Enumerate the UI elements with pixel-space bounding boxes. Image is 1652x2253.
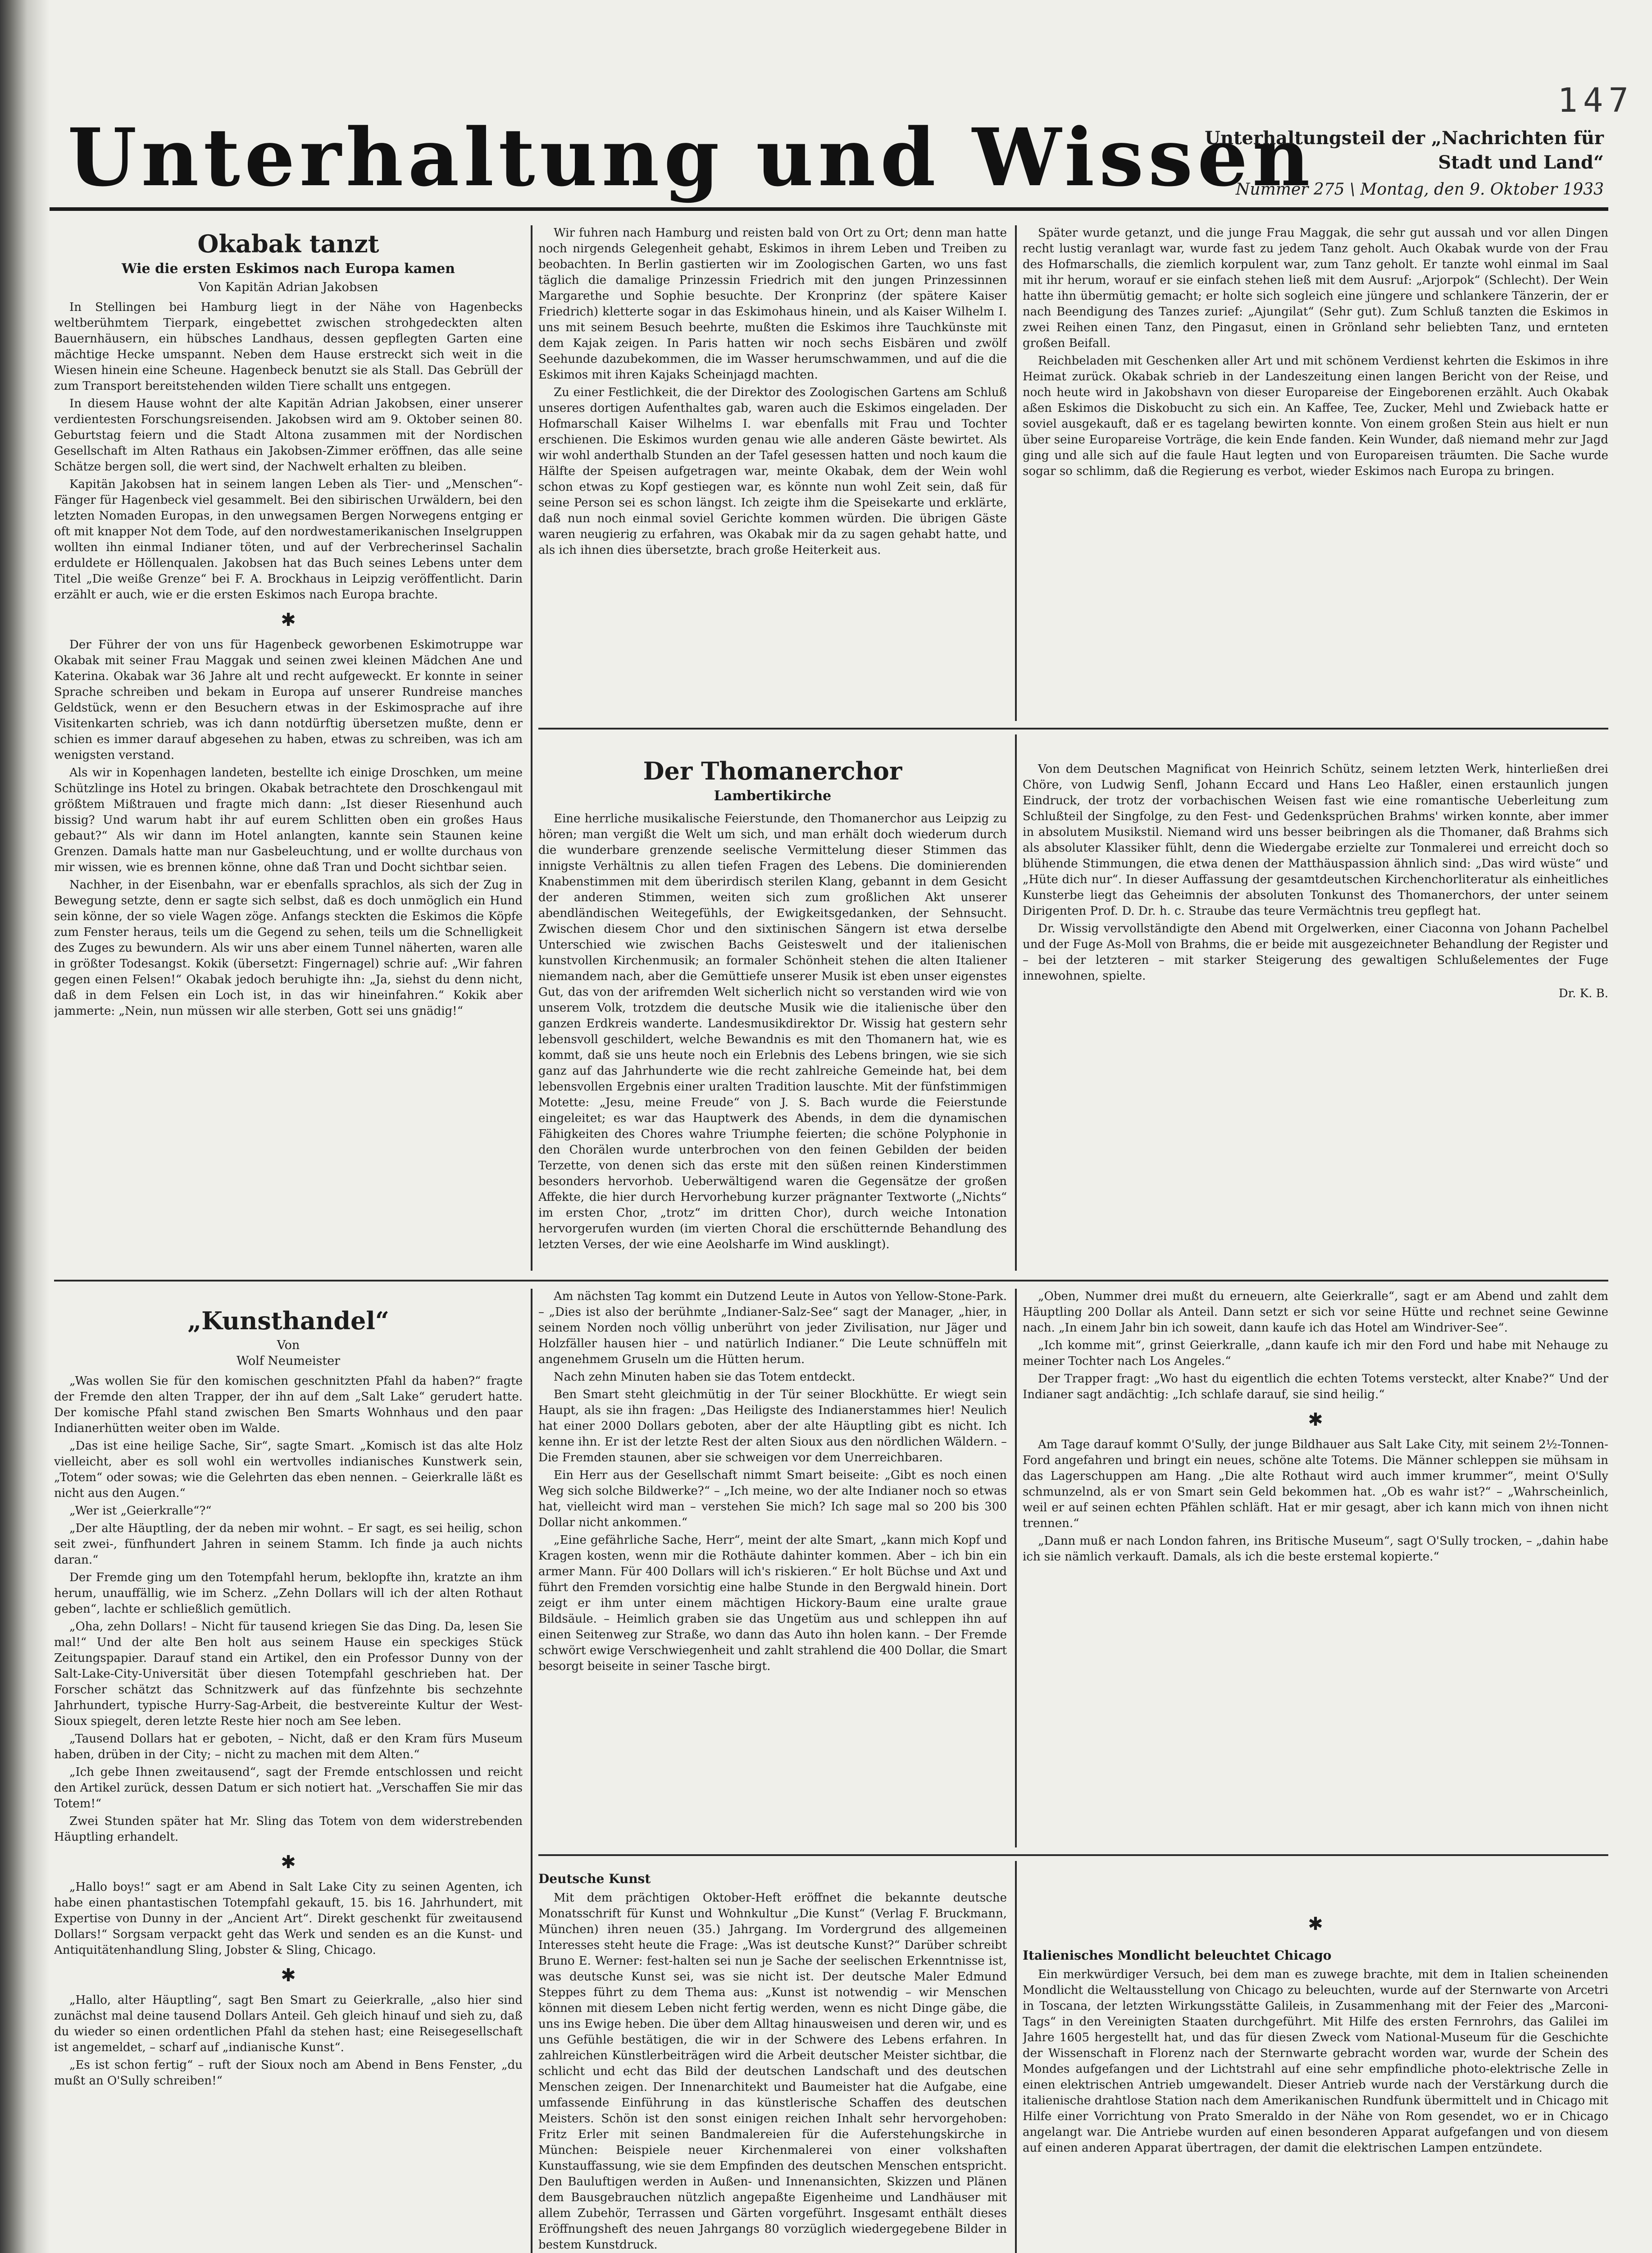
thomanerchor-column-2 [1023,762,1608,1271]
okabak-column-3 [1023,225,1608,721]
kunsthandel-paragraph: Ein Herr aus der Gesellschaft nimmt Smart beiseite: „Gibt es noch einen Weg sich solche Bildwerke?“ – „Ich meine, wo der alte Indianer noch so etwas hat, vielleicht wird man – verstehen Sie mich? Ich sage mal so 200 bis 300 Dollar nicht ankommen.“ [538,1469,1007,1529]
page-binding-edge [0,0,50,2253]
newspaper-page [50,0,1652,2253]
okabak-subtitle: Wie die ersten Eskimos nach Europa kamen [122,261,455,277]
section-star-divider: ✱ [281,1965,296,1986]
kunsthandel-paragraph: Zwei Stunden später hat Mr. Sling das Totem von dem widerstrebenden Häuptling erhandelt. [54,1815,523,1844]
kunsthandel-paragraph: „Hallo boys!“ sagt er am Abend in Salt Lake City zu seinen Agenten, ich habe einen phantastischen Totempfahl gekauft, 15. bis 16. Jahrhundert, mit Expertise von Dunny in der „Ancient Art“. Direkt geschenkt für zweitausend Dollars!“ Sorgsam verpackt geht das Werk und senden es an die Kunst- und Antiquitätenhandlung Sling, Jobster & Sling, Chicago. [54,1880,523,1957]
section-rule [538,1854,1608,1856]
column-rule [1015,1861,1017,2253]
thomanerchor-signature: Dr. K. B. [1558,987,1608,1000]
kunsthandel-paragraph: „Tausend Dollars hat er geboten, – Nicht, daß er den Kram fürs Museum haben, drüben in der City; – nicht zu machen mit dem Alten.“ [54,1732,523,1761]
kunsthandel-paragraph: „Ich gebe Ihnen zweitausend“, sagt der Fremde entschlossen und reicht den Artikel zurück, dessen Datum er sich notiert hat. „Verschaffen Sie mir das Totem!“ [54,1765,523,1811]
okabak-paragraph: Der Führer der von uns für Hagenbeck geworbenen Eskimotruppe war Okabak mit seiner Frau Maggak und seinen zwei kleinen Mädchen Ane und Katerina. Okabak war 36 Jahre alt und recht aufgeweckt. Er konnte in seiner Sprache schreiben und bekam in Europa auf unserer Rundreise manches Geldstück, wenn er den Besuchern etwas in der Eskimosprache auf ihre Visitenkarten schrieb, was ich dann notdürftig übersetzen mußte, denn er schien es immer darauf abgesehen zu haben, etwas zu schreiben, was ich am wenigsten verstand. [54,638,523,762]
kunsthandel-paragraph: Nach zehn Minuten haben sie das Totem entdeckt. [554,1370,856,1384]
kunsthandel-byline-prefix: Von [277,1338,300,1352]
kunsthandel-paragraph: „Ich komme mit“, grinst Geierkralle, „dann kaufe ich mir den Ford und habe mit Nehauge zu meiner Tochter nach Los Angeles.“ [1023,1339,1608,1368]
kunsthandel-paragraph: „Wer ist „Geierkralle“?“ [69,1504,212,1518]
kunsthandel-paragraph: Der Fremde ging um den Totempfahl herum, beklopfte ihn, kratzte an ihm herum, unauffällig, wie im Scherz. „Zehn Dollars will ich der alten Rothaut geben“, lachte er schließlich gemütlich. [54,1571,523,1616]
masthead [50,104,1608,211]
column-rule [531,1289,532,2253]
section-rule [54,1280,1608,1282]
kunsthandel-paragraph: „Was wollen Sie für den komischen geschnitzten Pfahl da haben?“ fragte der Fremde den alten Trapper, der ihn auf dem „Salt Lake“ gerudert hatte. Der komische Pfahl stand zwischen Ben Smarts Wohnhaus und den paar Indianerhütten weiter oben im Walde. [54,1374,523,1435]
kunsthandel-paragraph: „Der alte Häuptling, der da neben mir wohnt. – Er sagt, es sei heilig, schon seit zwei-, fünfhundert Jahren in seinem Stamm. Ich finde ja auch nichts daran.“ [54,1522,523,1567]
okabak-paragraph: Als wir in Kopenhagen landeten, bestellte ich einige Droschken, um meine Schützlinge ins Hotel zu bringen. Okabak betrachtete den Droschkengaul mit größtem Mißtrauen und fragte mich dann: „Ist dieser Riesenhund auch bissig? Und warum habt ihr auf eurem Schlitten oben ein großes Haus gebaut?“ Als wir dann im Hotel anlangten, kannte sein Staunen keine Grenzen. Damals hatte man nur Gasbeleuchtung, und er wollte durchaus von mir wissen, wie es brennen könne, ohne daß Tran und Docht sichtbar seien. [54,766,523,874]
okabak-paragraph: Wir fuhren nach Hamburg und reisten bald von Ort zu Ort; denn man hatte noch nirgends Gelegenheit gehabt, Eskimos in ihrem Leben und Treiben zu beobachten. In Berlin gastierten wir im Zoologischen Garten, wo uns fast täglich die damalige Prinzessin Friedrich mit den jungen Prinzessinnen Margarethe und Sophie besuchte. Der Kronprinz (der spätere Kaiser Friedrich) kletterte sogar in das Eskimohaus hinein, und als Kaiser Wilhelm I. uns mit seinem Besuch beehrte, mußten die Eskimos ihre Tauchkünste mit dem Kajak zeigen. In Paris hatten wir noch sechs Eisbären und zwölf Seehunde dazubekommen, die im Wasser herumschwammen, und auf die die Eskimos mit ihren Kajaks Scheinjagd machten. [538,226,1007,382]
section-star-divider: ✱ [1308,1409,1323,1430]
kunsthandel-paragraph: „Eine gefährliche Sache, Herr“, meint der alte Smart, „kann mich Kopf und Kragen kosten, wenn mir die Rothäute dahinter kommen. Aber – ich bin ein armer Mann. Für 400 Dollars will ich's riskieren.“ Er holt Büchse und Axt und führt den Fremden vorsichtig eine halbe Stunde in den Bergwald hinein. Dort zeigt er ihm unter einem mächtigen Hickory-Baum eine uralte graue Bildsäule. – Heimlich graben sie das Ungetüm aus und schleppen ihn auf einen Seitenweg zur Straße, wo dann das Auto ihn holen kann. – Der Fremde schwört ewige Verschwiegenheit und zahlt strahlend die 400 Dollar, die Smart besorgt beiseite in seiner Tasche birgt. [538,1533,1007,1673]
okabak-paragraph: In Stellingen bei Hamburg liegt in der Nähe von Hagenbecks weltberühmtem Tierpark, eingebettet zwischen strohgedeckten alten Bauernhäusern, ein hübsches Landhaus, dessen gepflegten Garten eine mächtige Hecke umspannt. Neben dem Hause erstreckt sich weit in die Wiesen hinein eine Scheune. Hagenbeck benutzt sie als Stall. Das Gebrüll der zum Transport bereitstehenden wilden Tiere schallt uns entgegen. [54,301,523,393]
issue-line: Nummer 275 \ Montag, den 9. Oktober 1933 [1235,180,1604,199]
column-rule [531,225,532,1271]
section-star-divider: ✱ [281,610,296,630]
kunsthandel-paragraph: „Oha, zehn Dollars! – Nicht für tausend kriegen Sie das Ding. Da, lesen Sie mal!“ Und der alte Ben holt aus seinem Hause ein speckiges Stück Zeitungspapier. Darauf stand ein Artikel, den ein Professor Dunny von der Salt-Lake-City-Universität über diesen Totempfahl geschrieben hat. Der Forscher schätzt das Schnitzwerk auf das fünfzehnte bis sechzehnte Jahrhundert, typische Hurry-Sag-Arbeit, die bestvereinte Kultur der West-Sioux spiegelt, deren letzte Reste hier noch am See leben. [54,1620,523,1728]
column-rule [1015,1289,1017,1847]
masthead-title: Unterhaltung und Wissen [68,111,1315,204]
kunsthandel-paragraph: „Das ist eine heilige Sache, Sir“, sagte Smart. „Komisch ist das alte Holz vielleicht, aber es soll wohl ein wertvolles indianisches Kunstwerk sein, „Totem“ oder sowas; wie die Gelehrten das eben nennen. – Geierkralle läßt es nicht aus den Augen.“ [54,1439,523,1500]
thomanerchor-paragraph: Eine herrliche musikalische Feierstunde, den Thomanerchor aus Leipzig zu hören; man vergißt die Welt um sich, und man erhält doch wiederum durch die wunderbare grenzende seelische Vermittelung dieser Stimmen das innigste Verhältnis zu allen tiefen Fragen des Lebens. Die dominierenden Knabenstimmen mit dem überirdisch sterilen Klang, gebannt in dem Gesicht der anderen Stimmen, weiten sich zum großlichen Akt unserer abendländischen Weitegefühls, der Ewigkeitsgedanken, der Sehnsucht. Zwischen diesem Chor und den sixtinischen Sängern ist etwa derselbe Unterschied wie zwischen Bachs Geisteswelt und der italienischen kunstvollen Kirchenmusik; an formaler Schönheit stehen die alten Italiener niemandem nach, aber die Gemüttiefe unserer Musik ist eben unser eigenstes Gut, das von der arifremden Welt sicherlich nicht so verstanden wird wie von unserem Volk, trotzdem die deutsche Musik wie die italienische über den ganzen Erdkreis wanderte. Landesmusikdirektor Dr. Wissig hat gestern sehr lebensvoll geschildert, welche Bewandnis es mit den Thomanern hat, wie es kommt, daß sie uns heute noch ein Erlebnis des Lebens bringen, wie sie sich ganz auf das Jahrhunderte wie die recht zahlreiche Gemeinde hat, bei dem lebensvollen Ergebnis einer uralten Tradition lauschte. Mit der fünfstimmigen Motette: „Jesu, meine Freude“ von J. S. Bach wurde die Feierstunde eingeleitet; es war das Hauptwerk des Abends, in dem die dynamischen Fähigkeiten des Chores wahre Triumphe feierten; die schöne Polyphonie in den Chorälen wurde unterbrochen von den feinen Gebilden der beiden Terzette, von denen sich das erste mit den süßen reinen Kinderstimmen besonders hervorhob. Ueberwältigend waren die Gegensätze der großen Affekte, die hier durch Hervorhebung kurzer prägnanter Textworte („Nichts“ im ersten Chor, „trotz“ im dritten Chor), durch weiche Intonation hervorgerufen wurden (im vierten Choral die erschütternde Behandlung des letzten Verses, der wie eine Aeolsharfe im Wind ausklingt). [538,812,1007,1251]
column-rule [1015,734,1017,1271]
section-rule [538,728,1608,730]
kunsthandel-paragraph: „Oben, Nummer drei mußt du erneuern, alte Geierkralle“, sagt er am Abend und zahlt dem Häuptling 200 Dollar als Anteil. Dann setzt er sich vor seine Hütte und rechnet seine Gewinne nach. „In einem Jahr bin ich soweit, dann kaufe ich das Hotel am Windriver-See“. [1023,1290,1608,1335]
kunsthandel-paragraph: Am nächsten Tag kommt ein Dutzend Leute in Autos von Yellow-Stone-Park. – „Dies ist also der berühmte „Indianer-Salz-See“ sagt der Manager, „hier, in seinem Norden noch völlig unberührt von jeder Zivilisation, nur Jäger und Holzfäller hausen hier – und natürlich Indianer.“ Die Leute schnüffeln mit angenehmem Gruseln um die Hütten herum. [538,1290,1007,1366]
kunsthandel-paragraph: Ben Smart steht gleichmütig in der Tür seiner Blockhütte. Er wiegt sein Haupt, als sie ihn fragen: „Das Heiligste des Indianerstammes hier! Neulich hat einer 2000 Dollars geboten, aber der alte Häuptling gibt es nicht. Ich kenne ihn. Er ist der letzte Rest der alten Sioux aus den nördlichen Wäldern. – Die Fremden staunen, aber sie schweigen vor dem Unerreichbaren. [538,1388,1007,1464]
kunsthandel-paragraph: „Dann muß er nach London fahren, ins Britische Museum“, sagt O'Sully trocken, – „dahin habe ich sie nämlich verkauft. Damals, als ich die beste erstemal kopierte.“ [1023,1534,1608,1564]
okabak-title: Okabak tanzt [197,229,379,258]
kunsthandel-paragraph: Am Tage darauf kommt O'Sully, der junge Bildhauer aus Salt Lake City, mit seinem 2½-Tonnen-Ford angefahren und bringt ein neues, schöne alte Totems. Die Männer schleppen sie mühsam in das Lagerschuppen am Hang. „Die alte Rothaut wird auch immer krummer“, meint O'Sully schmunzelnd, als er von Smart sein Geld bekommen hat. „Ob es wahr ist?“ – „Wahrscheinlich, weil er auf seinen echten Pfählen schläft. Hat er mir gesagt, aber ich kann mich von ihnen nicht trennen.“ [1023,1438,1608,1530]
kunsthandel-paragraph: „Hallo, alter Häuptling“, sagt Ben Smart zu Geierkralle, „also hier sind zunächst mal deine tausend Dollars Anteil. Geh gleich hinauf und sieh zu, daß du wieder so einen ordentlichen Pfahl da stehen hast; eine Reisegesellschaft ist angemeldet, – scharf auf „indianische Kunst“. [54,1993,523,2054]
kunsthandel-column-1 [54,1289,523,2253]
okabak-paragraph: Später wurde getanzt, und die junge Frau Maggak, die sehr gut aussah und vor allen Dingen recht lustig veranlagt war, wurde fast zu jedem Tanz geholt. Auch Okabak wurde von der Frau des Hofmarschalls, die ziemlich korpulent war, zum Tanz geholt. Er tanzte wohl einmal im Saal mit ihr herum, worauf er sie einfach stehen ließ mit dem Ausruf: „Arjorpok“ (Schlecht). Der Wein hatte ihn übermütig gemacht; er holte sich sogleich eine jüngere und schlankere Tänzerin, der er nach Beendigung des Tanzes zurief: „Ajungilat“ (Sehr gut). Zum Schluß tanzten die Eskimos in zwei Reihen einen Tanz, den Pingasut, einen in Grönland sehr beliebten Tanz, und ernteten großen Beifall. [1023,226,1608,350]
thomanerchor-column-1 [538,734,1007,1271]
okabak-paragraph: Zu einer Festlichkeit, die der Direktor des Zoologischen Gartens am Schluß unseres dortigen Aufenthaltes gab, waren auch die Eskimos eingeladen. Der Hofmarschall Kaiser Wilhelms I. war ebenfalls mit Frau und Tochter erschienen. Die Eskimos wurden genau wie alle anderen Gäste bewirtet. Als wir wohl anderthalb Stunden an der Tafel gesessen hatten und noch kaum die Hälfte der Speisen aufgetragen war, meinte Okabak, dem der Wein wohl schon etwas zu Kopf gestiegen war, es könnte nun wohl Zeit sein, daß für seine Person sei es schon längst. Ich zeigte ihm die Speisekarte und erklärte, daß nun noch einmal soviel Gerichte kommen würden. Die übrigen Gäste waren neugierig zu erfahren, was Okabak mir da zu sagen gehabt hatte, und als ich ihnen dies übersetzte, brach große Heiterkeit aus. [538,386,1007,557]
deutsche-kunst-paragraph: Mit dem prächtigen Oktober-Heft eröffnet die bekannte deutsche Monatsschrift für Kunst und Wohnkultur „Die Kunst“ (Verlag F. Bruckmann, München) ihren neuen (35.) Jahrgang. Im Vordergrund des allgemeinen Interesses steht heute die Frage: „Was ist deutsche Kunst?“ Darüber schreibt Bruno E. Werner: fest-halten sei nun je Sache der seelischen Erkenntnisse ist, was deutsche Kunst sei, was sie nicht ist. Der deutsche Maler Edmund Steppes führt zu dem Thema aus: „Kunst ist notwendig – wir Menschen können mit diesem Leben nicht fertig werden, wenn es nicht Dinge gäbe, die uns ins Ewige heben. Die über dem Alltag hinausweisen und deren wir, und es uns Gefühle bestätigen, die wir in der Schwere des Lebens erfahren. In zahlreichen Künstlerbeiträgen wird die Arbeit deutscher Meister sichtbar, die schlicht und echt das Bild der deutschen Landschaft und des deutschen Menschen zeigen. Der Innenarchitekt und Baumeister hat die Aufgabe, eine umfassende Einführung in das künstlerische Schaffen des deutschen Meisters. Schön ist den sonst einigen reichen Inhalt sehr hervorgehoben: Fritz Erler mit seinen Bandmalereien für die Auferstehungskirche in München: Beispiele neuer Kirchenmalerei von einer volkshaften Kunstauffassung, wie sie dem Empfinden des deutschen Menschen entspricht. Den Bauluftigen werden in Außen- und Innenansichten, Skizzen und Plänen dem Bausgebrauchen nützlich angepaßte Eigenheime und Landhäuser mit allem Zubehör, Terrassen und Gärten vorgeführt. Insgesamt enthält dieses Eröffnungsheft des neuen Jahrgangs 80 vorzüglich wiedergegebene Bilder in bestem Kunstdruck. [538,1891,1007,2252]
thomanerchor-title: Der Thomanerchor [643,757,902,785]
mondlicht-title: Italienisches Mondlicht beleuchtet Chicago [1023,1948,1332,1963]
thomanerchor-subtitle: Lambertikirche [714,788,832,804]
kunsthandel-column-3 [1023,1289,1608,1847]
masthead-subline: Unterhaltungsteil der „Nachrichten für Stadt und Land“ [1205,128,1604,173]
section-star-divider: ✱ [281,1852,296,1873]
mondlicht-column [1023,1861,1608,2253]
okabak-paragraph: Reichbeladen mit Geschenken aller Art und mit schönem Verdienst kehrten die Eskimos in ihre Heimat zurück. Okabak schrieb in der Landeszeitung einen langen Bericht von der Reise, und noch heute wird in Jakobshavn von dieser Europareise der Eingeborenen erzählt. Auch Okabak aßen Eskimos die Diskobucht zu sich ein. An Kaffee, Tee, Zucker, Mehl und Zwieback hatte er soviel ausgekauft, daß er es tagelang bewirten konnte. Von einem großen Stein aus hielt er nun über seine Europareise Vorträge, die kein Ende fanden. Kein Wunder, daß niemand mehr zur Jagd ging und alle sich auf die faule Haut legten und von Europareisen träumten. Die Sache wurde sogar so schlimm, daß die Regierung es verbot, wieder Eskimos nach Europa zu bringen. [1023,354,1608,478]
thomanerchor-paragraph: Dr. Wissig vervollständigte den Abend mit Orgelwerken, einer Ciaconna von Johann Pachelbel und der Fuge As-Moll von Brahms, die er beide mit ausgezeichneter Behandlung der Register und – bei der letzteren – mit starker Steigerung des gewaltigen Schlußelementes der Fuge innewohnen, spielte. [1023,922,1608,983]
thomanerchor-paragraph: Von dem Deutschen Magnificat von Heinrich Schütz, seinem letzten Werk, hinterließen drei Chöre, von Ludwig Senfl, Johann Eccard und Hans Leo Haßler, einen erstaunlich jungen Eindruck, der trotz der vorbachischen Weisen fast wie eine romantische Ueberleitung zum Schlußteil der Singfolge, zu den Fest- und Gedenksprüchen Brahms' wirken konnte, aber immer in absolutem Musikstil. Niemand wird uns besser beibringen als die Thomaner, daß Brahms sich als absoluter Klassiker fühlt, denn die Wiedergabe erzielte zur Tonmalerei und erreicht doch so blühende Stimmungen, die etwa denen der Matthäuspassion ähnlich sind: „Das wird wüste“ und „Hüte dich nur“. In dieser Auffassung der gesamtdeutschen Kirchenchorliteratur als einheitliches Kunsterbe liegt das Geheimnis der absoluten Tonkunst des Thomanerchors, der unter seinem Dirigenten Prof. D. Dr. h. c. Straube das teure Vermächtnis treu gepflegt hat. [1023,762,1608,918]
okabak-paragraph: Nachher, in der Eisenbahn, war er ebenfalls sprachlos, als sich der Zug in Bewegung setzte, denn er sagte sich selbst, daß es doch unmöglich ein Hund sein könne, der so viele Wagen zöge. Anfangs steckten die Eskimos die Köpfe zum Fenster heraus, teils um die Gegend zu sehen, teils um die Schnelligkeit des Zuges zu bewundern. Als wir uns aber einem Tunnel näherten, waren alle in größter Todesangst. Kokik (übersetzt: Fingernagel) schrie auf: „Wir fahren gegen einen Felsen!“ Okabak jedoch beruhigte ihn: „Ja, siehst du denn nicht, daß in dem Felsen ein Loch ist, in das wir hineinfahren.“ Kokik aber jammerte: „Nein, nun müssen wir alle sterben, Gott sei uns gnädig!“ [54,878,523,1018]
okabak-paragraph: Kapitän Jakobsen hat in seinem langen Leben als Tier- und „Menschen“-Fänger für Hagenbeck viel gesammelt. Bei den sibirischen Urwäldern, bei den letzten Nomaden Europas, in den unwegsamen Bergen Norwegens entging er oft mit knapper Not dem Tode, auf den nordwestamerikanischen Inselgruppen wollten ihn einmal Indianer töten, und auf der Verbrecherinsel Sachalin erduldete er Höllenqualen. Jakobsen hat das Buch seines Lebens unter dem Titel „Die weiße Grenze“ bei F. A. Brockhaus in Leipzig veröffentlicht. Darin erzählt er auch, wie er die ersten Eskimos nach Europa brachte. [54,478,523,602]
mondlicht-paragraph: Ein merkwürdiger Versuch, bei dem man es zuwege brachte, mit dem in Italien scheinenden Mondlicht die Weltausstellung von Chicago zu beleuchten, wurde auf der Sternwarte von Arcetri in Toscana, der letzten Wirkungsstätte Galileis, in Zusammenhang mit der Feier des „Marconi-Tags“ in den Vereinigten Staaten durchgeführt. Mit Hilfe des ersten Fernrohrs, das Galilei im Jahre 1605 hergestellt hat, und das für diesen Zweck vom National-Museum für die Geschichte der Wissenschaft in Florenz nach der Sternwarte gebracht worden war, wurde der Schein des Mondes aufgefangen und der Lichtstrahl auf eine sehr empfindliche photo-elektrische Zelle in einen elektrischen Antrieb umgewandelt. Dieser Antrieb wurde nach der Verstärkung durch die italienische drahtlose Station nach dem Amerikanischen Rundfunk übermittelt und in Chicago mit Hilfe einer Vorrichtung von Prato Smeraldo in der Nähe von Rom gesendet, wo er in Chicago angelangt war. Die Antriebe wurden auf einen besonderen Apparat aufgefangen und von diesem auf einen anderen Apparat übertragen, der damit die elektrischen Lampen entzündete. [1023,1968,1608,2155]
deutsche-kunst-title: Deutsche Kunst [538,1871,651,1886]
page-number: 147 [1557,81,1634,120]
column-rule [1015,225,1017,721]
okabak-column-2 [538,225,1007,721]
kunsthandel-author: Wolf Neumeister [236,1354,341,1368]
okabak-byline: Von Kapitän Adrian Jakobsen [198,280,378,294]
kunsthandel-paragraph: Der Trapper fragt: „Wo hast du eigentlich die echten Totems versteckt, alter Knabe?“ Und der Indianer sagt andächtig: „Ich schlafe darauf, sie sind heilig.“ [1023,1372,1608,1401]
kunsthandel-column-2 [538,1289,1007,1847]
kunsthandel-title: „Kunsthandel“ [187,1306,389,1335]
okabak-column-1 [54,225,523,1271]
okabak-paragraph: In diesem Hause wohnt der alte Kapitän Adrian Jakobsen, einer unserer verdientesten Forschungsreisenden. Jakobsen wird am 9. Oktober seinen 80. Geburtstag feiern und die Stadt Altona zusammen mit der Nordischen Gesellschaft im Alten Rathaus ein Jakobsen-Zimmer eröffnen, das alle seine Schätze bergen soll, die wert sind, der Nachwelt erhalten zu bleiben. [54,397,523,474]
kunsthandel-paragraph: „Es ist schon fertig“ – ruft der Sioux noch am Abend in Bens Fenster, „du mußt an O'Sully schreiben!“ [54,2058,523,2088]
deutsche-kunst-column [538,1861,1007,2253]
section-star-divider: ✱ [1308,1914,1323,1934]
